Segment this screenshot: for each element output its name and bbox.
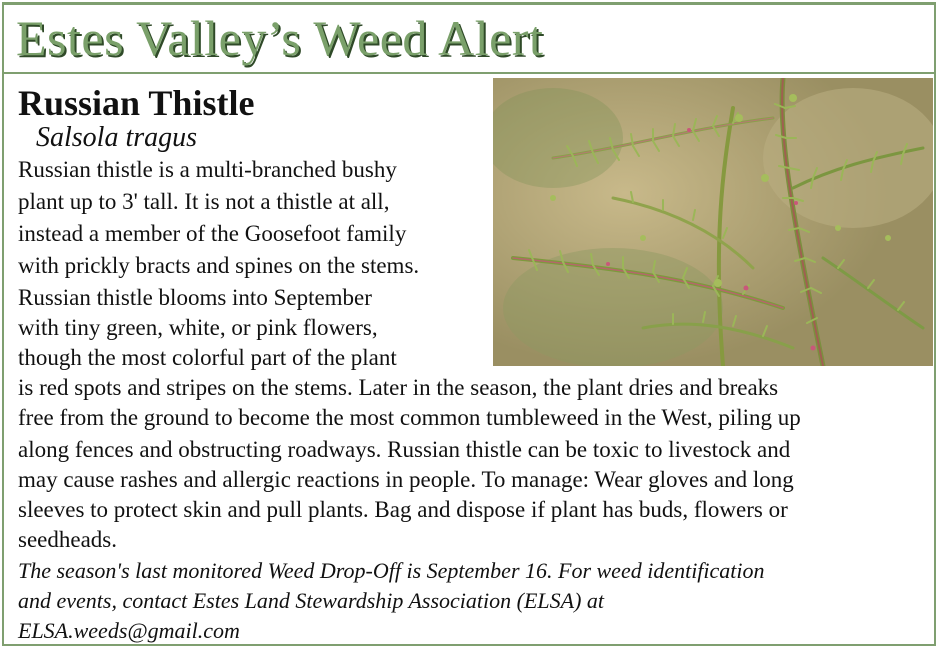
- top-rule: [2, 4, 936, 5]
- body-line: may cause rashes and allergic reactions in people. To manage: Wear gloves and long: [18, 467, 794, 492]
- elsa-email[interactable]: ELSA.weeds@gmail.com: [18, 618, 240, 643]
- body-line: with tiny green, white, or pink flowers,: [18, 315, 378, 340]
- body-line: Russian thistle blooms into September: [18, 285, 372, 310]
- body-line: seedheads.: [18, 527, 117, 552]
- body-line: is red spots and stripes on the stems. Later in the season, the plant dries and breaks: [18, 375, 779, 400]
- masthead-title: Estes Valley’s Weed Alert: [16, 10, 544, 66]
- body-line: free from the ground to become the most common tumbleweed in the West, piling up: [18, 405, 801, 430]
- body-line: instead a member of the Goosefoot family: [18, 221, 407, 246]
- drop-off-note-line: and events, contact Estes Land Stewardship Association (ELSA) at: [18, 588, 605, 613]
- body-line: Russian thistle is a multi-branched bushy: [18, 157, 397, 182]
- article-title: Russian Thistle: [18, 83, 255, 123]
- body-line: plant up to 3' tall. It is not a thistle at all,: [18, 189, 390, 214]
- body-line: along fences and obstructing roadways. Russian thistle can be toxic to livestock and: [18, 437, 791, 462]
- body-line: sleeves to protect skin and pull plants. Bag and dispose if plant has buds, flowers or: [18, 497, 788, 522]
- masthead-divider: [2, 72, 936, 74]
- body-line: with prickly bracts and spines on the stems.: [18, 253, 420, 278]
- latin-name: Salsola tragus: [36, 122, 198, 153]
- russian-thistle-photo: [493, 78, 933, 366]
- drop-off-note-line: The season's last monitored Weed Drop-Off is September 16. For weed identification: [18, 558, 765, 583]
- body-line: though the most colorful part of the plant: [18, 345, 397, 370]
